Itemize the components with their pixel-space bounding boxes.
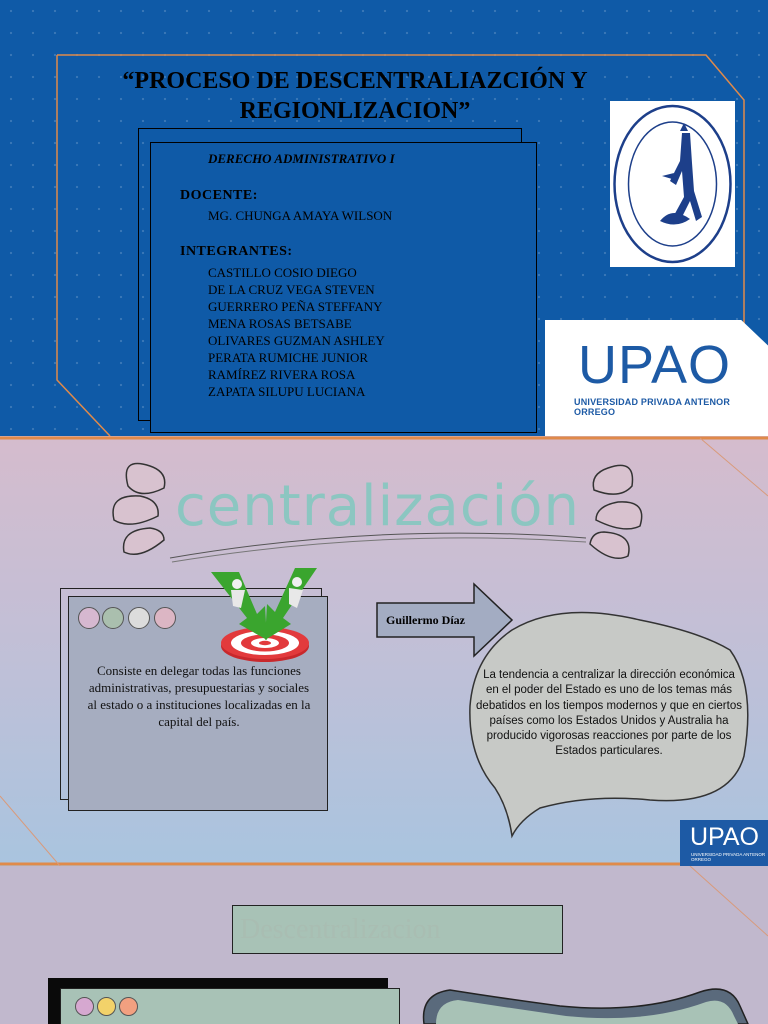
card-dot-1 — [75, 997, 94, 1016]
docente-name: MG. CHUNGA AMAYA WILSON — [208, 208, 393, 223]
card-dot-2 — [102, 607, 124, 629]
upao-small-logo-word: UPAO — [690, 823, 759, 851]
list-item: RAMÍREZ RIVERA ROSA — [208, 367, 356, 382]
presentation-title — [60, 66, 650, 126]
slide-title: centralización — [175, 474, 580, 539]
slide-title: Descentralizacion — [240, 914, 441, 945]
card-dot-1 — [78, 607, 100, 629]
title-line-1: “PROCESO DE DESCENTRALIAZCIÓN Y — [122, 68, 588, 94]
list-item: OLIVARES GUZMAN ASHLEY — [208, 333, 385, 348]
integrantes-label: INTEGRANTES: — [180, 244, 293, 259]
university-seal — [610, 101, 735, 267]
upao-logo-subtitle: UNIVERSIDAD PRIVADA ANTENOR ORREGO — [574, 397, 731, 417]
slide-cover — [0, 0, 768, 436]
docente-label: DOCENTE: — [180, 188, 258, 203]
target-with-arrows-icon — [205, 568, 325, 668]
seal-emblem-icon — [610, 101, 735, 267]
list-item: GUERRERO PEÑA STEFFANY — [208, 299, 383, 314]
arrow-label: Guillermo Díaz — [386, 613, 465, 627]
slide-centralizacion — [0, 436, 768, 866]
upao-logo-word: UPAO — [578, 335, 732, 395]
list-item: CASTILLO COSIO DIEGO — [208, 265, 357, 280]
card-dot-3 — [128, 607, 150, 629]
list-item: PERATA RUMICHE JUNIOR — [208, 350, 369, 365]
definition-text: Consiste en delegar todas las funciones administrativas, presupuestarias y sociales al estado o a instituciones localizadas en la capital del país. — [87, 663, 311, 729]
quote-bubble-text: La tendencia a centralizar la dirección económica en el poder del Estado es uno de los temas más debatidos en los tiempos modernos y que en ciertos países como los Estados Unidos y Australia ha producido vigorosas reacciones por parte de los Estados particulares. — [476, 669, 742, 758]
slide-descentralizacion — [0, 866, 768, 1024]
card-dot-2 — [97, 997, 116, 1016]
list-item: DE LA CRUZ VEGA STEVEN — [208, 282, 375, 297]
title-line-2: REGIONLIZACION” — [239, 98, 471, 124]
members-list — [208, 264, 385, 400]
card-dot-3 — [119, 997, 138, 1016]
upao-small-logo-subtitle: UNIVERSIDAD PRIVADA ANTENOR ORREGO — [691, 852, 766, 862]
list-item: MENA ROSAS BETSABE — [208, 316, 352, 331]
list-item: ZAPATA SILUPU LUCIANA — [208, 384, 366, 399]
course-name: DERECHO ADMINISTRATIVO I — [208, 151, 395, 166]
card-dot-4 — [154, 607, 176, 629]
